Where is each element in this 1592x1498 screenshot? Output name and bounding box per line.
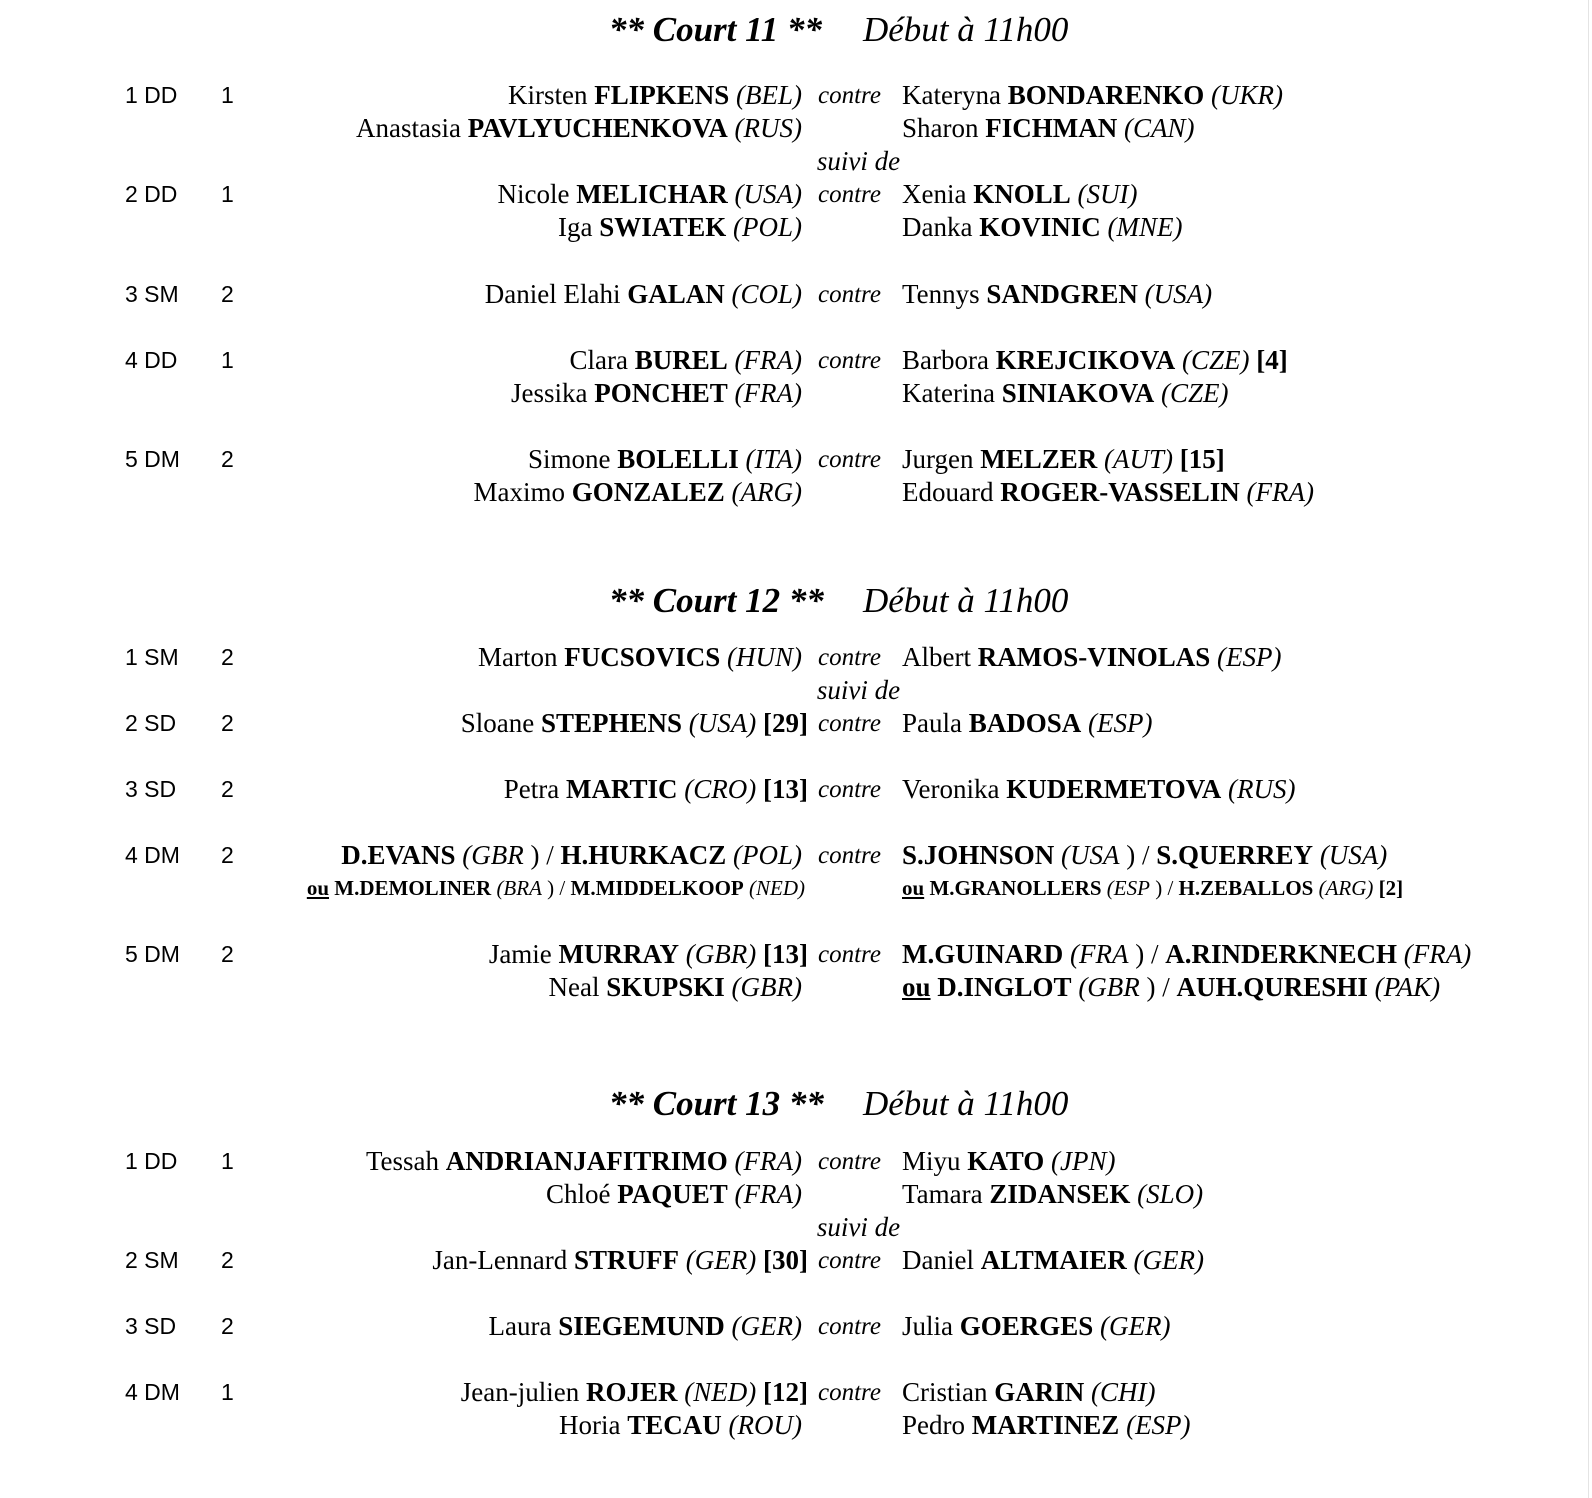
player-left: Daniel Elahi GALAN (COL) <box>484 279 802 309</box>
player-right: Tennys SANDGREN (USA) <box>902 279 1213 309</box>
pair-right: S.JOHNSON (USA ) / S.QUERREY (USA) <box>902 840 1388 870</box>
match-sets: 2 <box>221 281 234 307</box>
court-start-time: Début à 11h00 <box>863 581 1069 620</box>
match-number: 1 DD <box>125 82 178 108</box>
match-number: 4 DM <box>125 1379 180 1405</box>
partner-right: Edouard ROGER-VASSELIN (FRA) <box>902 477 1315 507</box>
player-left: Laura SIEGEMUND (GER) <box>488 1311 802 1341</box>
match-row <box>0 178 1592 244</box>
match-row <box>0 344 1592 410</box>
seed-badge: [13] <box>763 774 808 804</box>
player-right: Kateryna BONDARENKO (UKR) <box>902 80 1283 110</box>
player-right: Julia GOERGES (GER) <box>902 1311 1171 1341</box>
player-left: Simone BOLELLI (ITA) <box>527 444 802 474</box>
suivi-de-label: suivi de <box>816 675 901 705</box>
match-row <box>0 1145 1592 1211</box>
court-start-time: Début à 11h00 <box>863 10 1069 49</box>
alternate-pair-right: ou M.GRANOLLERS (ESP ) / H.ZEBALLOS (ARG) [2] <box>902 876 1404 900</box>
contre-label: contre <box>818 1379 881 1406</box>
contre-label: contre <box>818 181 881 208</box>
partner-left: Chloé PAQUET (FRA) <box>546 1179 802 1209</box>
match-row <box>0 707 1592 740</box>
match-row <box>0 773 1592 806</box>
contre-label: contre <box>818 446 881 473</box>
contre-label: contre <box>818 776 881 803</box>
match-sets: 2 <box>221 644 234 670</box>
seed-badge: [29] <box>763 708 808 738</box>
contre-label: contre <box>818 710 881 737</box>
contre-label: contre <box>818 1148 881 1175</box>
court-name: ** Court 12 ** <box>609 581 824 620</box>
player-right: Barbora KREJCIKOVA (CZE) [4] <box>902 345 1288 375</box>
match-row <box>0 1310 1592 1343</box>
player-right: Cristian GARIN (CHI) <box>902 1377 1156 1407</box>
match-number: 5 DM <box>125 941 180 967</box>
player-left: Jan-Lennard STRUFF (GER) [30] <box>432 1245 808 1275</box>
match-sets: 2 <box>221 1313 234 1339</box>
contre-label: contre <box>818 941 881 968</box>
court-name: ** Court 13 ** <box>609 1084 824 1123</box>
seed-badge: [4] <box>1256 345 1288 375</box>
player-right: Xenia KNOLL (SUI) <box>902 179 1138 209</box>
player-left: Petra MARTIC (CRO) [13] <box>503 774 808 804</box>
seed-badge: [2] <box>1378 876 1404 900</box>
match-row <box>0 641 1592 674</box>
partner-right: Sharon FICHMAN (CAN) <box>902 113 1195 143</box>
match-number: 1 SM <box>125 644 179 670</box>
partner-right: Tamara ZIDANSEK (SLO) <box>902 1179 1204 1209</box>
match-number: 3 SM <box>125 281 179 307</box>
suivi-de-label: suivi de <box>816 1212 901 1242</box>
match-row <box>0 79 1592 145</box>
alternate-pair-left: ou M.DEMOLINER (BRA ) / M.MIDDELKOOP (NED) <box>306 876 805 900</box>
partner-left: Iga SWIATEK (POL) <box>557 212 802 242</box>
court-title <box>0 576 1592 626</box>
player-right: Jurgen MELZER (AUT) [15] <box>902 444 1225 474</box>
match-number: 3 SD <box>125 1313 177 1339</box>
match-number: 2 SM <box>125 1247 179 1273</box>
player-right: Albert RAMOS-VINOLAS (ESP) <box>902 642 1282 672</box>
player-left: Marton FUCSOVICS (HUN) <box>477 642 802 672</box>
contre-label: contre <box>818 281 881 308</box>
partner-left: Horia TECAU (ROU) <box>559 1410 802 1440</box>
partner-left: Jessika PONCHET (FRA) <box>511 378 802 408</box>
pair-right: M.GUINARD (FRA ) / A.RINDERKNECH (FRA) <box>902 939 1472 969</box>
match-number: 2 SD <box>125 710 177 736</box>
seed-badge: [15] <box>1179 444 1225 474</box>
court-title <box>0 5 1592 55</box>
match-row <box>0 1376 1592 1442</box>
match-number: 5 DM <box>125 446 180 472</box>
match-sets: 2 <box>221 941 234 967</box>
player-right: Paula BADOSA (ESP) <box>902 708 1153 738</box>
court-title <box>0 1079 1592 1129</box>
match-sets: 1 <box>221 347 234 373</box>
partner-right: Pedro MARTINEZ (ESP) <box>902 1410 1191 1440</box>
partner-left: Neal SKUPSKI (GBR) <box>548 972 802 1002</box>
alternate-pair-right: ou D.INGLOT (GBR ) / AUH.QURESHI (PAK) <box>902 972 1441 1002</box>
player-right: Daniel ALTMAIER (GER) <box>902 1245 1204 1275</box>
match-row <box>0 839 1592 905</box>
player-left: Nicole MELICHAR (USA) <box>497 179 802 209</box>
match-sets: 2 <box>221 1247 234 1273</box>
match-row <box>0 938 1592 1004</box>
match-row <box>0 443 1592 509</box>
court-name: ** Court 11 ** <box>609 10 822 49</box>
partner-left: Anastasia PAVLYUCHENKOVA (RUS) <box>355 113 802 143</box>
player-left: Clara BUREL (FRA) <box>569 345 802 375</box>
contre-label: contre <box>818 82 881 109</box>
match-row <box>0 278 1592 311</box>
match-number: 4 DM <box>125 842 180 868</box>
player-right: Veronika KUDERMETOVA (RUS) <box>902 774 1296 804</box>
seed-badge: [30] <box>763 1245 808 1275</box>
match-sets: 2 <box>221 776 234 802</box>
partner-right: Danka KOVINIC (MNE) <box>902 212 1183 242</box>
contre-label: contre <box>818 1313 881 1340</box>
match-number: 1 DD <box>125 1148 178 1174</box>
player-left: Kirsten FLIPKENS (BEL) <box>508 80 802 110</box>
player-left: Tessah ANDRIANJAFITRIMO (FRA) <box>365 1146 802 1176</box>
player-left: Jamie MURRAY (GBR) [13] <box>488 939 808 969</box>
match-sets: 2 <box>221 842 234 868</box>
match-sets: 2 <box>221 710 234 736</box>
seed-badge: [12] <box>763 1377 808 1407</box>
contre-label: contre <box>818 1247 881 1274</box>
match-sets: 1 <box>221 82 234 108</box>
contre-label: contre <box>818 644 881 671</box>
suivi-de-label: suivi de <box>816 146 901 176</box>
contre-label: contre <box>818 842 881 869</box>
seed-badge: [13] <box>763 939 808 969</box>
pair-left: D.EVANS (GBR ) / H.HURKACZ (POL) <box>341 840 802 870</box>
court-start-time: Début à 11h00 <box>863 1084 1069 1123</box>
match-sets: 1 <box>221 1379 234 1405</box>
contre-label: contre <box>818 347 881 374</box>
match-sets: 2 <box>221 446 234 472</box>
player-left: Sloane STEPHENS (USA) [29] <box>460 708 808 738</box>
match-number: 4 DD <box>125 347 178 373</box>
partner-right: Katerina SINIAKOVA (CZE) <box>902 378 1229 408</box>
match-number: 3 SD <box>125 776 177 802</box>
player-left: Jean-julien ROJER (NED) [12] <box>460 1377 808 1407</box>
match-sets: 1 <box>221 1148 234 1174</box>
match-sets: 1 <box>221 181 234 207</box>
player-right: Miyu KATO (JPN) <box>902 1146 1116 1176</box>
match-number: 2 DD <box>125 181 178 207</box>
partner-left: Maximo GONZALEZ (ARG) <box>473 477 802 507</box>
match-row <box>0 1244 1592 1277</box>
